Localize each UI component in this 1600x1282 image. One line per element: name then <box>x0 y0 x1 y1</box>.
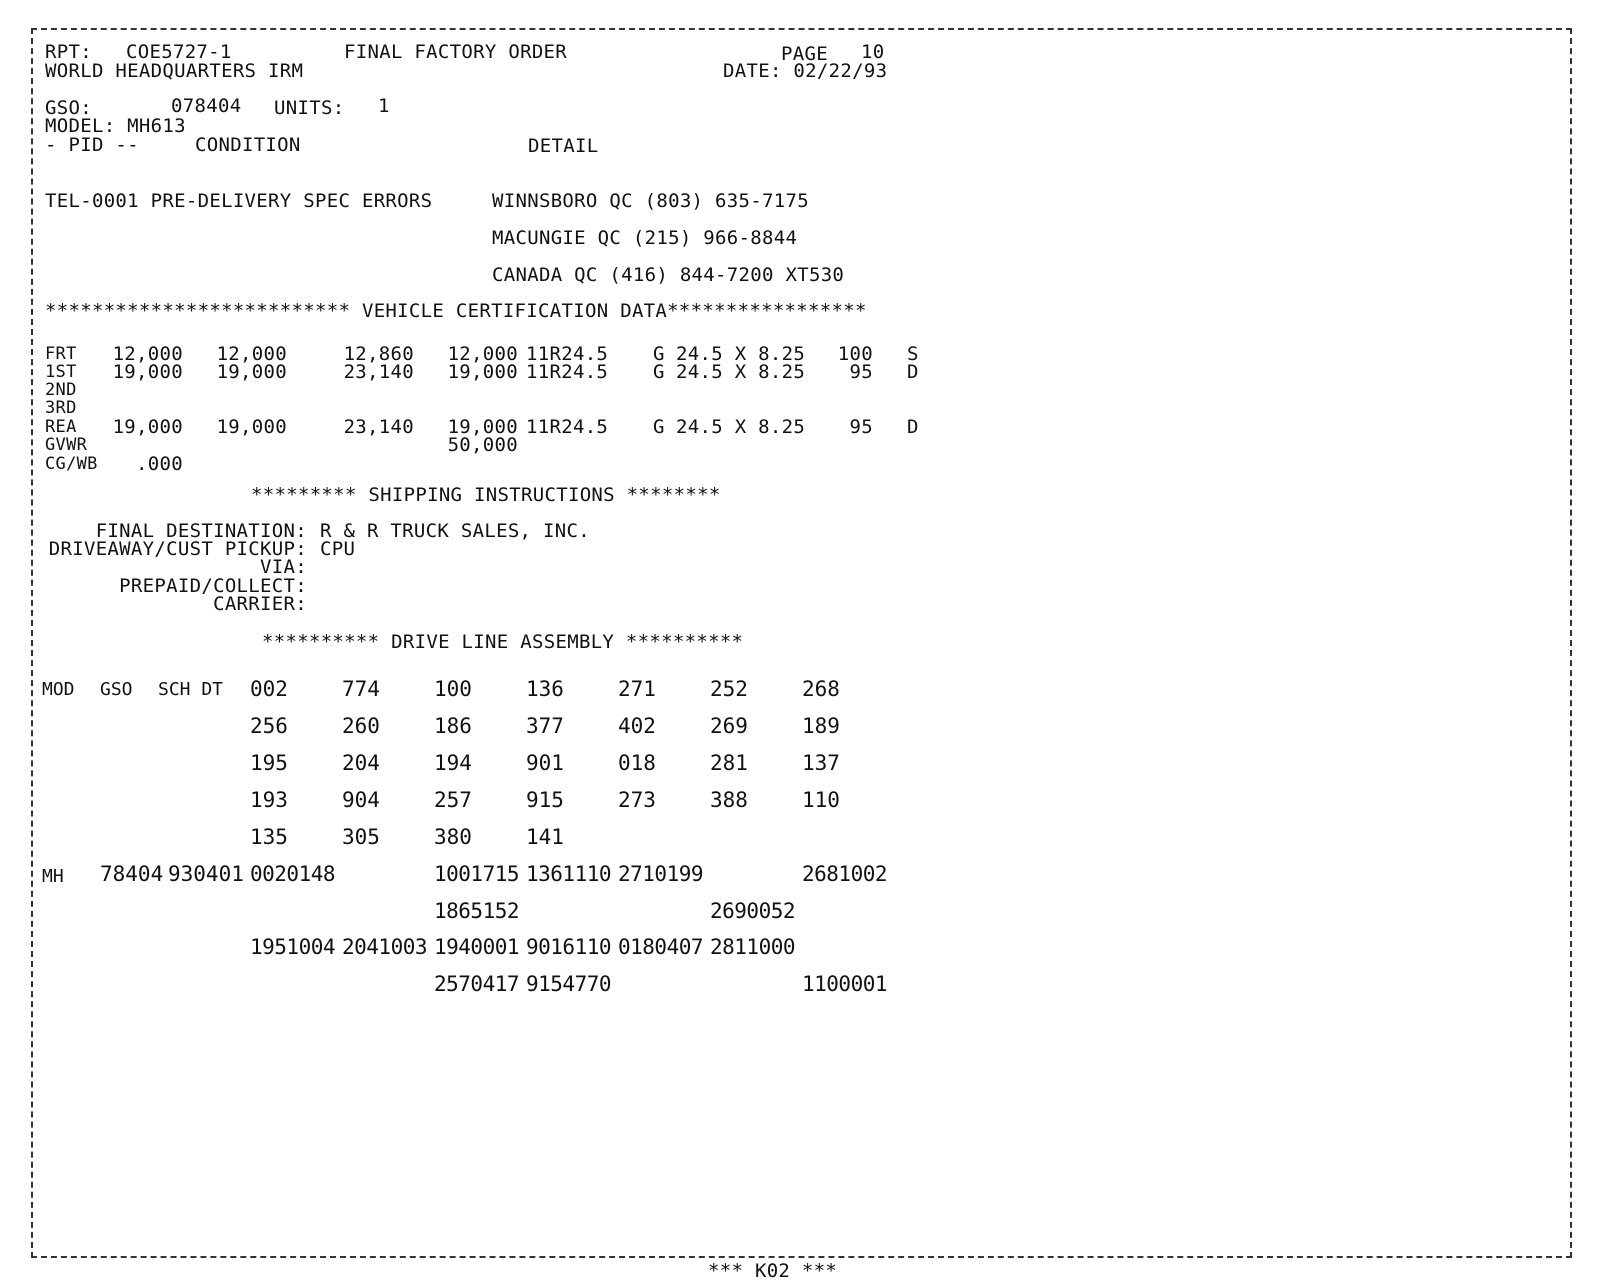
drive-line-part: 2570417 <box>434 972 520 996</box>
col-gso: GSO <box>100 679 133 700</box>
cert-axle: REA <box>45 417 77 437</box>
drive-line-code: 195 <box>250 751 288 775</box>
cert-v4: 19,000 <box>447 416 518 438</box>
page-label: PAGE <box>781 43 828 65</box>
drive-line-part: 2690052 <box>710 899 796 923</box>
gso-label: GSO: <box>45 97 92 119</box>
drive-line-code: 018 <box>618 751 656 775</box>
col-mod: MOD <box>42 679 75 700</box>
shipping-field-label: PREPAID/COLLECT: <box>119 575 307 597</box>
drive-line-code: 137 <box>802 751 840 775</box>
drive-line-code: 273 <box>618 788 656 812</box>
drive-line-part: 2041003 <box>342 935 428 959</box>
cert-axle: FRT <box>45 344 77 364</box>
cert-rim: 24.5 X 8.25 <box>676 361 806 383</box>
cert-g: G <box>653 343 665 365</box>
cert-axle: GVWR <box>45 435 88 455</box>
org-name: WORLD HEADQUARTERS IRM <box>45 60 304 82</box>
drive-line-part: 0020148 <box>250 862 336 886</box>
cert-v3: 23,140 <box>343 361 414 383</box>
cert-v2: 12,000 <box>216 343 287 365</box>
cert-v1: 19,000 <box>112 416 183 438</box>
cert-v2: 19,000 <box>216 416 287 438</box>
drive-line-code: 380 <box>434 825 472 849</box>
drive-line-code: 901 <box>526 751 564 775</box>
drive-line-part: 1361110 <box>526 862 612 886</box>
cert-axle: 3RD <box>45 398 77 418</box>
drive-line-part: 1940001 <box>434 935 520 959</box>
gso-value: 078404 <box>171 95 242 117</box>
cert-v3: 12,860 <box>343 343 414 365</box>
contact-macungie: MACUNGIE QC (215) 966-8844 <box>492 227 798 249</box>
col-schdt: SCH DT <box>158 679 224 700</box>
report-title: FINAL FACTORY ORDER <box>344 41 568 63</box>
drive-line-part: 2811000 <box>710 935 796 959</box>
drive-line-code: 194 <box>434 751 472 775</box>
drive-line-part: 9016110 <box>526 935 612 959</box>
cert-v1: 19,000 <box>112 361 183 383</box>
cert-g: G <box>653 416 665 438</box>
drive-line-part: 2681002 <box>802 862 888 886</box>
drive-line-part: 9154770 <box>526 972 612 996</box>
drive-line-code: 915 <box>526 788 564 812</box>
cert-psi: 95 <box>849 416 873 438</box>
rpt-label: RPT: <box>45 41 92 63</box>
cert-tire: 11R24.5 <box>526 361 609 383</box>
drive-line-heading: ********** DRIVE LINE ASSEMBLY ********** <box>262 631 744 653</box>
drive-line-code: 269 <box>710 714 748 738</box>
drive-line-code: 100 <box>434 677 472 701</box>
cert-tire: 11R24.5 <box>526 416 609 438</box>
cert-axle: 2ND <box>45 380 77 400</box>
units-value: 1 <box>378 95 390 117</box>
drive-line-gso: 78404 <box>100 862 164 886</box>
drive-line-code: 377 <box>526 714 564 738</box>
drive-line-part: 1001715 <box>434 862 520 886</box>
drive-line-part: 2710199 <box>618 862 704 886</box>
cert-tire: 11R24.5 <box>526 343 609 365</box>
drive-line-part: 1100001 <box>802 972 888 996</box>
units-label: UNITS: <box>274 97 345 119</box>
cert-v2: 19,000 <box>216 361 287 383</box>
shipping-field-label: CARRIER: <box>213 593 307 615</box>
drive-line-mod: MH <box>42 866 64 887</box>
page-footer: *** K02 *** <box>708 1260 838 1282</box>
page-number: 10 <box>861 41 885 63</box>
drive-line-code: 305 <box>342 825 380 849</box>
cert-v4: 19,000 <box>447 361 518 383</box>
shipping-field-label: FINAL DESTINATION: <box>95 520 307 542</box>
contact-winnsboro: WINNSBORO QC (803) 635-7175 <box>492 190 809 212</box>
drive-line-code: 904 <box>342 788 380 812</box>
vehicle-cert-heading: ************************** VEHICLE CERTIFICATION DATA***************** <box>45 300 867 322</box>
cert-v3: 23,140 <box>343 416 414 438</box>
drive-line-code: 135 <box>250 825 288 849</box>
drive-line-code: 257 <box>434 788 472 812</box>
cert-v1: 12,000 <box>112 343 183 365</box>
drive-line-code: 141 <box>526 825 564 849</box>
drive-line-schdt: 930401 <box>168 862 244 886</box>
model-line: MODEL: MH613 <box>45 115 186 137</box>
drive-line-code: 388 <box>710 788 748 812</box>
drive-line-code: 256 <box>250 714 288 738</box>
col-condition: CONDITION <box>195 134 301 156</box>
cert-rim: 24.5 X 8.25 <box>676 416 806 438</box>
shipping-heading: ********* SHIPPING INSTRUCTIONS ******** <box>251 484 721 506</box>
cert-v4: 50,000 <box>447 434 518 456</box>
cert-g: G <box>653 361 665 383</box>
drive-line-code: 136 <box>526 677 564 701</box>
cert-code: D <box>907 361 919 383</box>
col-pid: - PID -- <box>45 134 139 156</box>
cert-axle: 1ST <box>45 362 77 382</box>
cert-code: S <box>907 343 919 365</box>
contact-canada: CANADA QC (416) 844-7200 XT530 <box>492 264 845 286</box>
condition-code: TEL-0001 PRE-DELIVERY SPEC ERRORS <box>45 190 433 212</box>
drive-line-code: 402 <box>618 714 656 738</box>
drive-line-code: 268 <box>802 677 840 701</box>
drive-line-code: 002 <box>250 677 288 701</box>
shipping-field-value: CPU <box>320 538 356 560</box>
cert-rim: 24.5 X 8.25 <box>676 343 806 365</box>
shipping-field-label: DRIVEAWAY/CUST PICKUP: <box>48 538 307 560</box>
cert-v4: 12,000 <box>447 343 518 365</box>
drive-line-code: 186 <box>434 714 472 738</box>
rpt-value: COE5727-1 <box>126 41 232 63</box>
drive-line-code: 204 <box>342 751 380 775</box>
col-detail: DETAIL <box>528 135 599 157</box>
drive-line-code: 281 <box>710 751 748 775</box>
drive-line-code: 252 <box>710 677 748 701</box>
drive-line-code: 774 <box>342 677 380 701</box>
cert-code: D <box>907 416 919 438</box>
report-date: DATE: 02/22/93 <box>723 60 888 82</box>
shipping-field-value: R & R TRUCK SALES, INC. <box>320 520 590 542</box>
drive-line-part: 1865152 <box>434 899 520 923</box>
cert-v1: .000 <box>136 453 183 475</box>
cert-psi: 95 <box>849 361 873 383</box>
drive-line-part: 0180407 <box>618 935 704 959</box>
drive-line-part: 1951004 <box>250 935 336 959</box>
cert-psi: 100 <box>837 343 873 365</box>
drive-line-code: 260 <box>342 714 380 738</box>
drive-line-code: 189 <box>802 714 840 738</box>
drive-line-code: 271 <box>618 677 656 701</box>
cert-axle: CG/WB <box>45 454 98 474</box>
drive-line-code: 110 <box>802 788 840 812</box>
shipping-field-label: VIA: <box>260 556 307 578</box>
drive-line-code: 193 <box>250 788 288 812</box>
